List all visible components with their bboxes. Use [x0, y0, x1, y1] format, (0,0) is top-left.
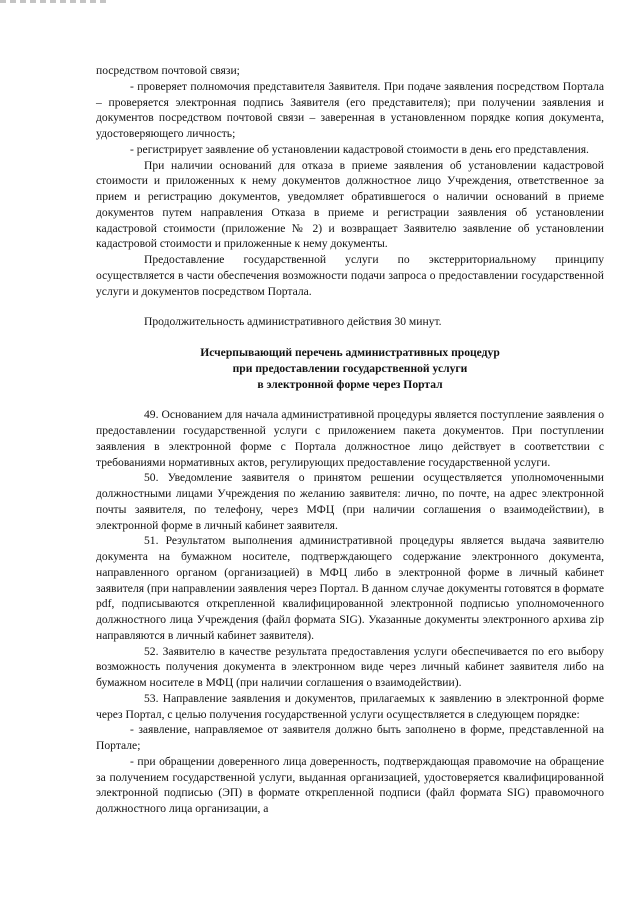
section-heading-line-1: Исчерпывающий перечень административных процедур: [200, 346, 500, 359]
clause-52: 52. Заявителю в качестве результата предоставления услуги обеспечивается по его выбору возможность получения документа в электронном виде через личный кабинет заявителя либо на бумажном носителе в МФЦ (при наличии соглашения о взаимодействии).: [96, 644, 604, 689]
clause-51: 51. Результатом выполнения административной процедуры является выдача заявителю документа на бумажном носителе, подтверждающего содержание электронного документа, направленного органом (организацией) в МФЦ либо в электронной форме в личный кабинет заявителя (при направлении заявления через Портал. В данном случае документы готовятся в формате pdf, подписываются открепленной квалифицированной электронной подписью уполномоченного должностного лица Учреждения (файл формата SIG). Указанные документы электронного архива zip направляются в личный кабинет заявителя).: [96, 534, 604, 642]
section-heading-line-3: в электронной форме через Портал: [257, 377, 443, 391]
scan-artifact: [0, 0, 110, 3]
section-heading-line-2: при предоставлении государственной услуги: [232, 361, 468, 375]
clause-50: 50. Уведомление заявителя о принятом решении осуществляется уполномоченными должностными лицами Учреждения по желанию заявителя: лично, по почте, на адрес электронной почты заявителя, по телефону, через МФЦ (при наличии соглашения о взаимодействии), в электронной форме в личный кабинет заявителя.: [96, 471, 604, 532]
clause-49: 49. Основанием для начала административной процедуры является поступление заявления о предоставлении государственной услуги с приложением пакета документов. При поступлении заявления в электронной форме с Портала должностное лицо действует в соответствии с требованиями нормативных актов, регулирующих предоставление государственной услуги.: [96, 408, 604, 469]
list-item: - заявление, направляемое от заявителя должно быть заполнено в форме, представленной на Портале;: [96, 723, 604, 752]
document-body: [96, 63, 604, 817]
list-item: - при обращении доверенного лица доверенность, подтверждающая правомочие на обращение за получением государственной услуги, выданная организацией, удостоверяется квалифицированной электронной подписью (ЭП) в формате открепленной подписи (файл формата SIG) правомочного должностного лица организации, а: [96, 754, 604, 815]
paragraph: При наличии оснований для отказа в приеме заявления об установлении кадастровой стоимости и приложенных к нему документов должностное лицо Учреждения, ответственное за прием и регистрацию документов, уведомляет обратившегося о наличии оснований в приеме документов путем направления Отказа в приеме и регистрации заявления об установлении кадастровой стоимости (приложение № 2) и возвращает Заявителю заявление об установлении кадастровой стоимости и приложенные к нему документы.: [96, 158, 604, 251]
clause-53: 53. Направление заявления и документов, прилагаемых к заявлению в электронной форме через Портал, с целью получения государственной услуги осуществляется в следующем порядке:: [96, 691, 604, 721]
list-item: - регистрирует заявление об установлении кадастровой стоимости в день его представления.: [130, 142, 589, 156]
paragraph: Продолжительность административного действия 30 минут.: [144, 315, 442, 329]
list-item: - проверяет полномочия представителя Заявителя. При подаче заявления посредством Портала – проверяется электронная подпись Заявителя (его представителя); при получении заявления и документов посредством почтовой связи – заверенная в установленном порядке копия документа, удостоверяющего личность;: [96, 79, 604, 140]
paragraph: Предоставление государственной услуги по экстерриториальному принципу осуществляется в части обеспечения возможности подачи запроса о предоставлении государственной услуги и документов посредством Портала.: [96, 253, 604, 298]
paragraph: посредством почтовой связи;: [96, 64, 240, 77]
